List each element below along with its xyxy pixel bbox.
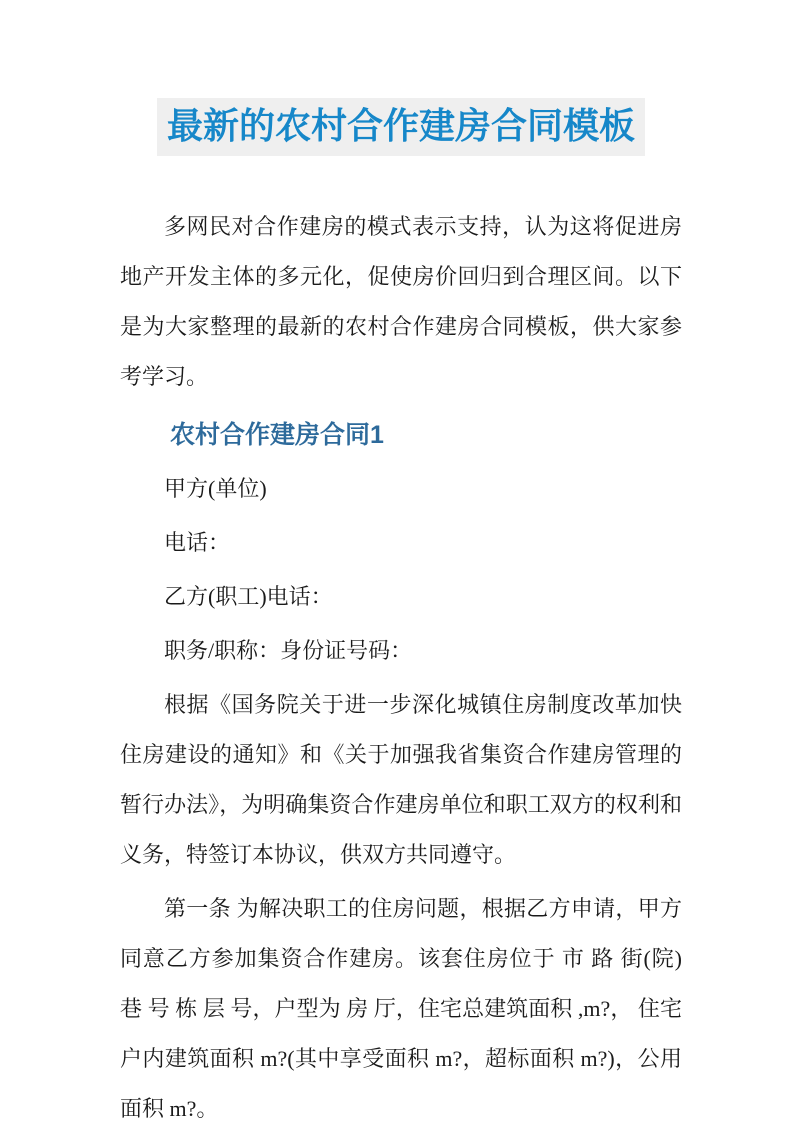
field-party-b-phone: 乙方(职工)电话： bbox=[164, 584, 333, 609]
page-title-highlight: 最新的农村合作建房合同模板 bbox=[157, 98, 645, 156]
field-party-a: 甲方(单位) bbox=[164, 476, 267, 501]
page-title bbox=[120, 98, 682, 156]
field-phone: 电话： bbox=[164, 530, 231, 555]
field-title-id-number: 职务/职称：身份证号码： bbox=[164, 638, 413, 663]
paragraph-article-1: 第一条 为解决职工的住房问题，根据乙方申请，甲方同意乙方参加集资合作建房。该套住房位于 市 路 街(院) 巷 号 栋 层 号，户型为 房 厅，住宅总建筑面积 ,m?， 住宅户内建筑面积 m?(其中享受面积 m?，超标面积 m?)，公用面积 m?。 bbox=[120, 896, 682, 1121]
paragraph-intro: 多网民对合作建房的模式表示支持，认为这将促进房地产开发主体的多元化，促使房价回归到合理区间。以下是为大家整理的最新的农村合作建房合同模板，供大家参考学习。 bbox=[120, 214, 682, 389]
section-heading-contract-1: 农村合作建房合同1 bbox=[170, 421, 384, 449]
paragraph-basis: 根据《国务院关于进一步深化城镇住房制度改革加快住房建设的通知》和《关于加强我省集资合作建房管理的暂行办法》，为明确集资合作建房单位和职工双方的权利和义务，特签订本协议，供双方共同遵守。 bbox=[120, 692, 682, 867]
